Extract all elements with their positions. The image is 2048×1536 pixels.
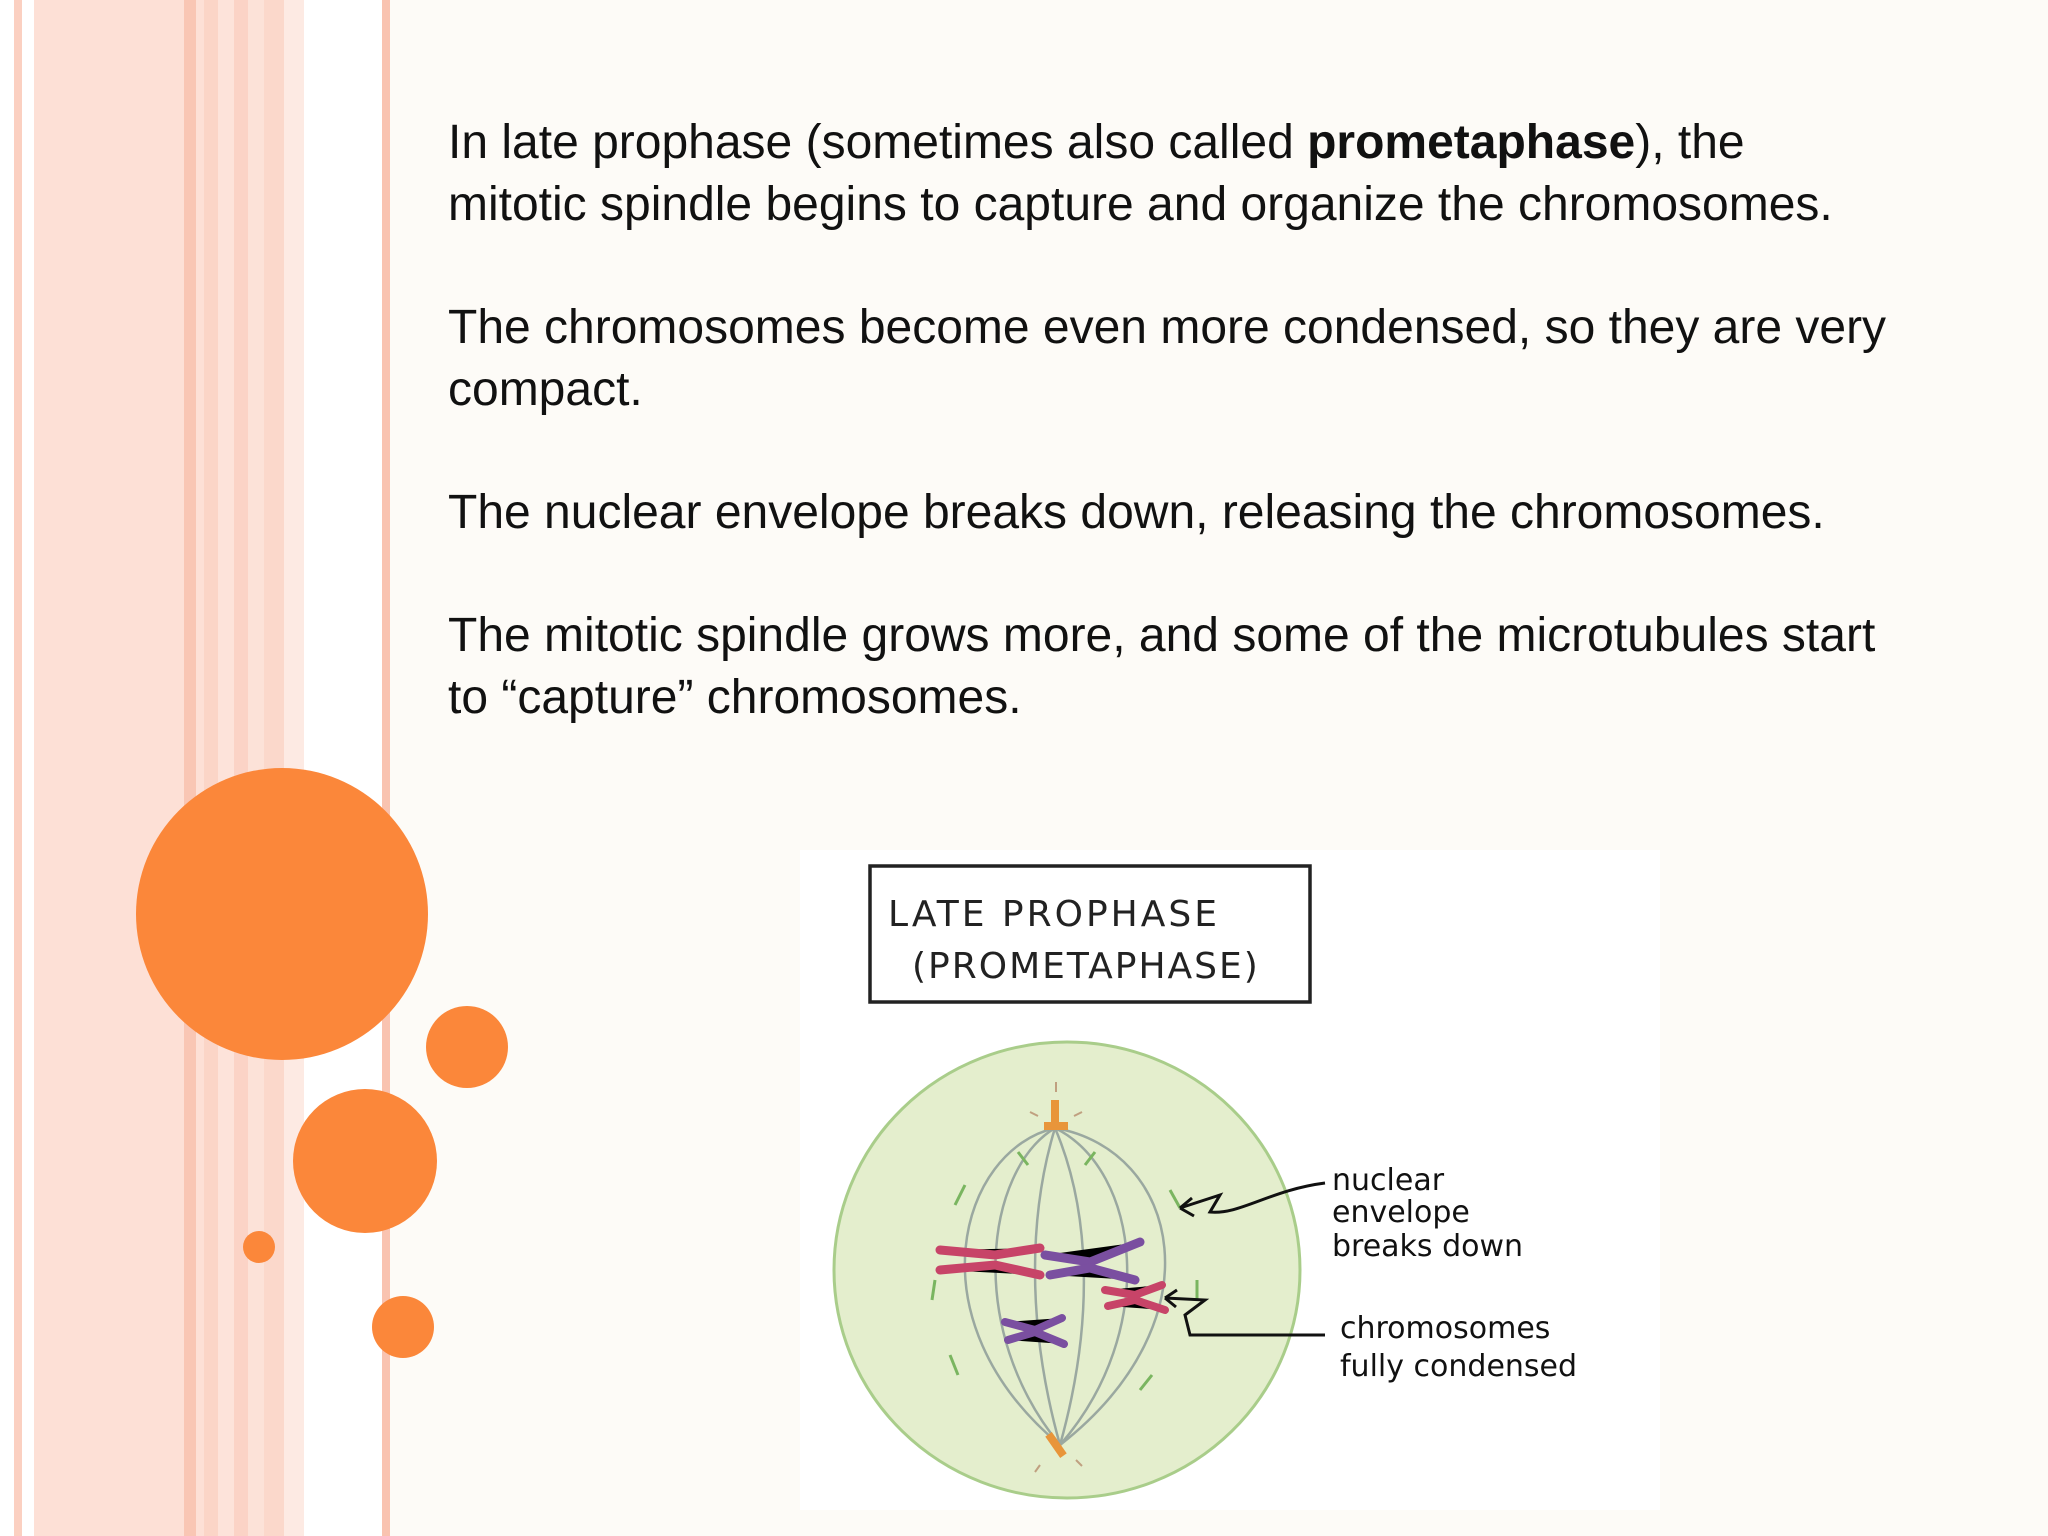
- paragraph-spindle-capture: The mitotic spindle grows more, and some of the microtubules start to “capture” chromosomes.: [448, 609, 1876, 724]
- label-nuclear-line3: breaks down: [1332, 1229, 1524, 1264]
- paragraph-prometaphase: [448, 112, 1888, 236]
- tiny-orange-circle: [243, 1231, 275, 1263]
- paragraph-condensed: The chromosomes become even more condensed, so they are very compact.: [448, 301, 1887, 416]
- prometaphase-diagram: [800, 850, 1660, 1510]
- large-orange-circle: [136, 768, 428, 1060]
- label-nuclear-line2: envelope: [1332, 1195, 1470, 1230]
- label-chromosomes-line1: chromosomes: [1340, 1311, 1551, 1346]
- medium-orange-circle: [293, 1089, 437, 1233]
- diagram-title-line2: (PROMETAPHASE): [912, 946, 1260, 987]
- small-orange-circle: [426, 1006, 508, 1088]
- paragraph-1-bold-term: prometaphase: [1307, 116, 1636, 169]
- label-nuclear-line1: nuclear: [1332, 1163, 1445, 1198]
- paragraph-nuclear-envelope: The nuclear envelope breaks down, releasing the chromosomes.: [448, 486, 1825, 539]
- diagram-title-line1: LATE PROPHASE: [888, 894, 1220, 935]
- decorative-stripes: [0, 0, 400, 1536]
- label-chromosomes-line2: fully condensed: [1340, 1349, 1578, 1384]
- small-orange-circle-bottom: [372, 1296, 434, 1358]
- slide-text: [448, 112, 1888, 729]
- paragraph-1-before: In late prophase (sometimes also called: [448, 116, 1308, 169]
- paragraph-1-after: ), the mitotic spindle begins to capture and organize the chromosomes.: [448, 116, 1833, 231]
